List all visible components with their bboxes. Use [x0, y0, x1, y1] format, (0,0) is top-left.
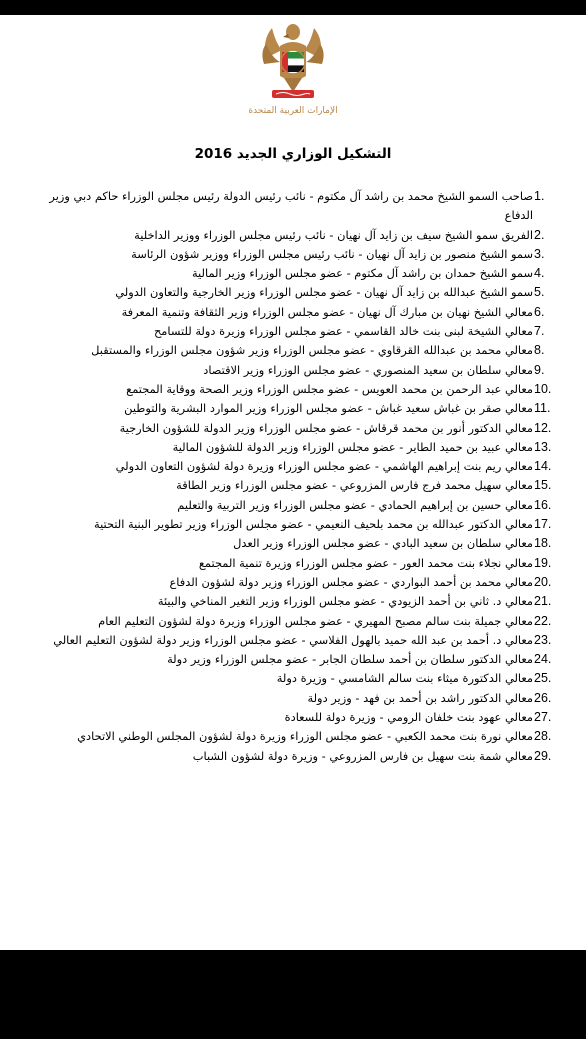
item-text: معالي الدكتور سلطان بن أحمد سلطان الجابر - عضو مجلس الوزراء وزير دولة	[167, 652, 533, 667]
item-text: معالي حسين بن إبراهيم الحمادي - عضو مجلس الوزراء وزير التربية والتعليم	[177, 497, 533, 512]
item-text: معالي د. أحمد بن عبد الله حميد بالهول الفلاسي - عضو مجلس الوزراء وزير دولة لشؤون التعليم العالي	[53, 632, 533, 647]
item-number: 18.	[534, 536, 552, 551]
list-item	[38, 341, 556, 360]
item-number: 20.	[534, 574, 552, 589]
list-item	[38, 187, 556, 226]
item-number: 16.	[534, 497, 552, 512]
item-number: 8.	[534, 343, 545, 358]
document-title: التشكيل الوزاري الجديد 2016	[194, 146, 392, 162]
list-item	[38, 612, 556, 631]
item-number: 14.	[534, 459, 552, 474]
item-text: صاحب السمو الشيخ محمد بن راشد آل مكتوم - نائب رئيس الدولة رئيس مجلس الوزراء حاكم دبي وزير الدفاع	[49, 189, 533, 223]
list-item	[38, 419, 556, 438]
list-item	[38, 476, 556, 495]
list-item	[38, 361, 556, 380]
list-item	[38, 515, 556, 534]
item-text: معالي نجلاء بنت محمد العور - عضو مجلس الوزراء وزيرة تنمية المجتمع	[198, 555, 533, 570]
item-number: 27.	[534, 710, 552, 725]
item-number: 28.	[534, 729, 552, 744]
item-number: 19.	[534, 555, 552, 570]
item-number: 1.	[534, 189, 545, 203]
item-text: معالي الشيخة لبنى بنت خالد القاسمي - عضو مجلس الوزراء وزيرة دولة للتسامح	[153, 324, 533, 339]
top-black-bar	[0, 0, 586, 15]
item-text: معالي صقر بن غباش سعيد غباش - عضو مجلس الوزراء وزير الموارد البشرية والتوطين	[124, 401, 533, 416]
list-item	[38, 438, 556, 457]
item-text: معالي محمد بن عبدالله القرقاوي - عضو مجلس الوزراء وزير شؤون مجلس الوزراء والمستقبل	[91, 343, 533, 358]
item-text: سمو الشيخ منصور بن زايد آل نهيان - نائب رئيس مجلس الوزراء ووزير شؤون الرئاسة	[131, 246, 533, 261]
item-text: معالي سلطان بن سعيد المنصوري - عضو مجلس الوزراء وزير الاقتصاد	[203, 362, 533, 377]
item-number: 24.	[534, 652, 552, 667]
list-item	[38, 747, 556, 766]
item-number: 25.	[534, 671, 552, 686]
item-text: معالي جميلة بنت سالم مصبح المهيري - عضو مجلس الوزراء وزيرة دولة لشؤون التعليم العام	[98, 613, 533, 628]
list-item	[38, 534, 556, 553]
item-text: الفريق سمو الشيخ سيف بن زايد آل نهيان - نائب رئيس مجلس الوزراء ووزير الداخلية	[134, 227, 533, 242]
item-number: 2.	[534, 227, 545, 242]
list-item	[38, 245, 556, 264]
list-item	[38, 554, 556, 573]
item-text: معالي عهود بنت خلفان الرومي - وزيرة دولة للسعادة	[284, 710, 533, 725]
uae-falcon-emblem	[258, 18, 328, 108]
list-item	[38, 631, 556, 650]
item-number: 22.	[534, 613, 552, 628]
item-text: معالي الدكتور راشد بن أحمد بن فهد - وزير دولة	[307, 690, 533, 705]
item-number: 17.	[534, 517, 552, 532]
item-number: 3.	[534, 246, 545, 261]
item-number: 6.	[534, 304, 545, 319]
item-number: 12.	[534, 420, 552, 435]
list-item	[38, 322, 556, 341]
list-item	[38, 226, 556, 245]
item-text: معالي سلطان بن سعيد البادي - عضو مجلس الوزراء وزير العدل	[233, 536, 533, 551]
item-number: 26.	[534, 690, 552, 705]
list-item	[38, 727, 556, 746]
item-text: معالي الدكتور عبدالله بن محمد بلحيف النعيمي - عضو مجلس الوزراء وزير تطوير البنية التحتية	[93, 517, 533, 532]
item-number: 10.	[534, 381, 552, 396]
item-text: معالي شمة بنت سهيل بن فارس المزروعي - وزيرة دولة لشؤون الشباب	[192, 748, 533, 763]
item-number: 23.	[534, 632, 552, 647]
item-text: معالي الدكتورة ميثاء بنت سالم الشامسي - وزيرة دولة	[276, 671, 533, 686]
item-text: معالي نورة بنت محمد الكعبي - عضو مجلس الوزراء وزيرة دولة لشؤون المجلس الوطني الاتحادي	[77, 729, 533, 744]
list-item	[38, 457, 556, 476]
list-item	[38, 669, 556, 688]
list-item	[38, 496, 556, 515]
item-text: معالي محمد بن أحمد البواردي - عضو مجلس الوزراء وزير دولة لشؤون الدفاع	[169, 574, 533, 589]
item-number: 5.	[534, 285, 545, 300]
list-item	[38, 380, 556, 399]
item-text: معالي عبد الرحمن بن محمد العويس - عضو مجلس الوزراء وزير الصحة ووقاية المجتمع	[126, 381, 533, 396]
item-text: سمو الشيخ عبدالله بن زايد آل نهيان - عضو مجلس الوزراء وزير الخارجية والتعاون الدولي	[115, 285, 533, 300]
item-number: 7.	[534, 324, 545, 339]
list-item	[38, 708, 556, 727]
item-text: سمو الشيخ حمدان بن راشد آل مكتوم - عضو مجلس الوزراء وزير المالية	[191, 266, 533, 281]
bottom-black-bar	[0, 950, 586, 1039]
list-item	[38, 283, 556, 302]
item-number: 13.	[534, 439, 552, 454]
list-item	[38, 592, 556, 611]
list-item	[38, 303, 556, 322]
list-item	[38, 399, 556, 418]
item-text: معالي الشيخ نهيان بن مبارك آل نهيان - عضو مجلس الوزراء وزير الثقافة وتنمية المعرفة	[121, 304, 533, 319]
item-text: معالي عبيد بن حميد الطاير - عضو مجلس الوزراء وزير الدولة للشؤون المالية	[172, 439, 533, 454]
ministers-list	[38, 187, 556, 766]
list-item	[38, 573, 556, 592]
item-number: 9.	[534, 362, 545, 377]
item-text: معالي الدكتور أنور بن محمد قرقاش - عضو مجلس الوزراء وزير الدولة للشؤون الخارجية	[119, 420, 533, 435]
item-number: 29.	[534, 748, 552, 763]
list-item	[38, 689, 556, 708]
list-item	[38, 650, 556, 669]
item-text: معالي د. ثاني بن أحمد الزيودي - عضو مجلس الوزراء وزير التغير المناخي والبيئة	[157, 594, 533, 609]
list-item	[38, 264, 556, 283]
item-number: 21.	[534, 594, 552, 609]
emblem-caption: الإمارات العربية المتحدة	[248, 106, 338, 116]
item-text: معالي سهيل محمد فرج فارس المزروعي - عضو مجلس الوزراء وزير الطاقة	[176, 478, 533, 493]
item-number: 4.	[534, 266, 545, 281]
item-text: معالي ريم بنت إبراهيم الهاشمي - عضو مجلس الوزراء وزيرة دولة لشؤون التعاون الدولي	[115, 459, 533, 474]
item-number: 15.	[534, 478, 552, 493]
item-number: 11.	[534, 401, 551, 416]
